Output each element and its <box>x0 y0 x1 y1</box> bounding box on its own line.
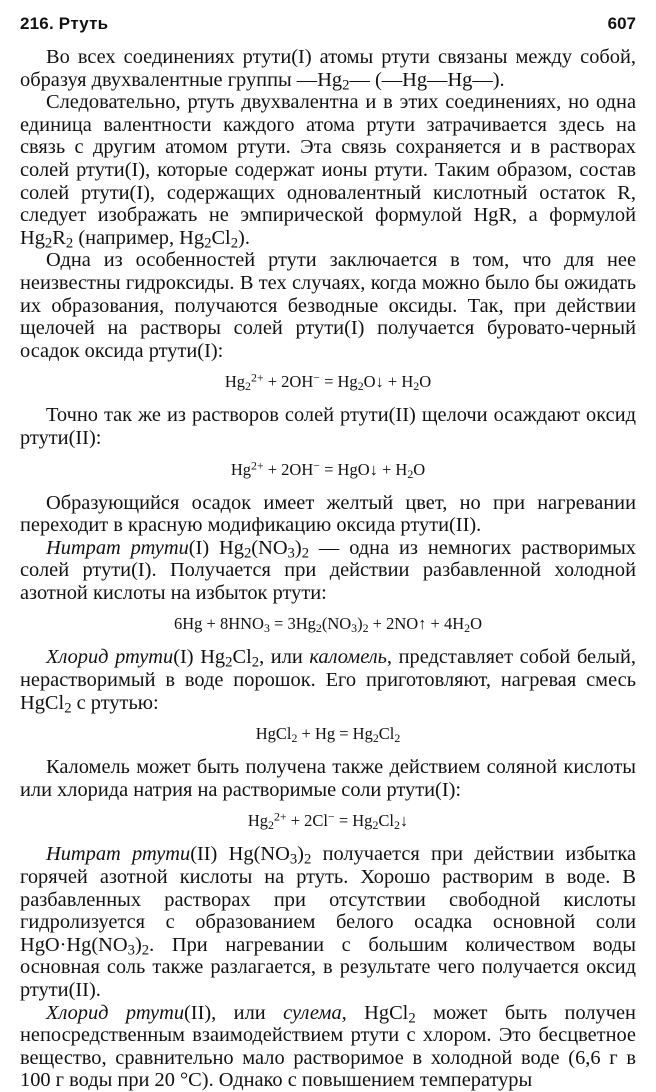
equation-1 <box>20 372 636 392</box>
text-run: Cl <box>232 646 252 669</box>
formula-part: + 2Cl <box>286 811 328 831</box>
formula-part: O <box>470 614 482 634</box>
text-run: (I) Hg <box>188 536 244 559</box>
subscript: 2 <box>315 621 322 636</box>
formula-part: ) <box>357 614 363 634</box>
superscript: − <box>328 810 335 825</box>
paragraph-3: Одна из особенностей ртути заключается в том, что для нее неизвестны гидроксиды. В тех случаях, когда можно было бы ожидать их образования, получаются безводные оксиды. Так, при действии щелочей на растворы солей ртути(I) получается буроватo-черный осадок оксида ртути(I): <box>20 249 636 362</box>
paragraph-9 <box>20 843 636 1001</box>
formula-part: + 2OH <box>263 372 314 392</box>
paragraph-8: Каломель может быть получена также действием соляной кислоты или хлорида натрия на растворимые соли ртути(I): <box>20 756 636 801</box>
formula-part: = 3Hg <box>269 614 316 634</box>
text-run: (I) Hg <box>173 646 226 669</box>
formula-part: HgCl <box>255 724 292 744</box>
text-body <box>20 46 636 1092</box>
equation-2 <box>20 460 636 480</box>
formula-part: O <box>419 372 432 392</box>
subscript: 3 <box>351 621 358 636</box>
formula-part: = Hg <box>319 372 358 392</box>
formula-part: Cl <box>378 724 395 744</box>
equation-4 <box>20 724 636 744</box>
text-run: Следовательно, ртуть двухвалентна и в этих соединениях, но одна единица валентности каждого атома ртути затрачивается здесь на связь с другим атомом ртути. Эта связь сохраняется и в растворах солей ртути(I), которые содержат ионы ртути. Таким образом, состав солей ртути(I), содержащих одновалентный кислотный остаток R, следует изображать не эмпирической формулой HgR, а формулой Hg <box>20 91 636 249</box>
subscript: 2 <box>230 235 239 252</box>
text-run: (NO <box>251 536 288 559</box>
text-run: ) <box>297 843 304 866</box>
text-run: может быть получен непосредственным взаимодействием ртути с хлором. Это бесцветное вещество, сравнительно мало растворимое в холодной воде (6,6 г в 100 г воды при 20 °C). Однако с повышением температуры <box>20 1001 636 1092</box>
text-run: Cl <box>211 226 231 249</box>
formula-part: O <box>413 459 426 479</box>
superscript: − <box>313 458 320 473</box>
text-run: (II) Hg(NO <box>190 843 290 866</box>
italic-term: сулема <box>283 1001 342 1024</box>
subscript: 2 <box>407 466 414 481</box>
paragraph-10 <box>20 1002 636 1092</box>
formula-part: O↓ + H <box>363 372 414 392</box>
subscript: 2 <box>44 235 53 252</box>
paragraph-2 <box>20 91 636 252</box>
subscript: 2 <box>225 655 233 672</box>
subscript: 2 <box>251 655 260 672</box>
subscript: 2 <box>362 621 369 636</box>
superscript: − <box>313 370 320 385</box>
subscript: 2 <box>268 818 274 833</box>
text-run: Во всех соединениях ртути(I) атомы ртути связаны между собой, образуя двухвалентные группы —Hg <box>20 46 636 91</box>
text-run: , или <box>259 646 310 669</box>
italic-term: Нитрат ртути <box>46 843 191 866</box>
italic-term: каломель <box>309 646 387 669</box>
subscript: 2 <box>291 731 298 746</box>
paragraph-1 <box>20 46 636 94</box>
formula-part: + 2OH <box>263 459 314 479</box>
subscript: 3 <box>287 545 295 562</box>
subscript: 2 <box>303 852 312 869</box>
formula-part: Hg <box>224 372 246 392</box>
formula-part: 6Hg + 8HNO <box>174 614 264 634</box>
text-run: с ртутью: <box>71 691 159 714</box>
text-run: ) <box>294 536 302 559</box>
subscript: 3 <box>127 942 135 959</box>
formula-part: = HgO↓ + H <box>319 459 408 479</box>
formula-part: ↓ <box>399 811 409 831</box>
subscript: 2 <box>301 545 310 562</box>
equation-5 <box>20 811 636 831</box>
subscript: 2 <box>64 700 72 717</box>
subscript: 2 <box>413 379 420 394</box>
italic-term: Хлорид ртути <box>46 646 174 669</box>
subscript: 2 <box>342 77 350 94</box>
formula-part: = Hg <box>334 811 373 831</box>
subscript: 2 <box>204 235 212 252</box>
formula-part: Cl <box>378 811 394 831</box>
paragraph-5: Образующийся осадок имеет желтый цвет, но при нагревании переходит в красную модификацию оксида ртути(II). <box>20 491 636 537</box>
subscript: 2 <box>357 379 364 394</box>
equation-3 <box>20 614 636 634</box>
formula-part: (NO <box>321 614 352 634</box>
subscript: 2 <box>65 235 74 252</box>
paragraph-7 <box>20 646 636 717</box>
subscript: 2 <box>245 379 251 394</box>
page-number: 607 <box>607 14 636 33</box>
superscript: 2+ <box>273 810 287 825</box>
paragraph-4: Точно так же из растворов солей ртути(II) щелочи осаждают оксид ртути(II): <box>20 404 636 449</box>
subscript: 3 <box>289 852 298 869</box>
text-run: получается при действии избытка горячей азотной кислоты на ртуть. Хорошо растворим в воде. В разбавленных растворах при отсутствии свободной кислоты гидролизуется с образованием белого осадка основной соли HgO·Hg(NO <box>20 843 637 956</box>
text-run: R <box>52 226 66 249</box>
text-run: — одна из немногих растворимых солей ртути(I). Получается при действии разбавленной холодной азотной кислоты на избыток ртути: <box>20 536 636 604</box>
italic-term: Хлорид ртути <box>46 1001 185 1024</box>
subscript: 2 <box>408 1010 416 1027</box>
formula-part: Hg <box>230 459 251 479</box>
subscript: 2 <box>393 818 400 833</box>
formula-part: Hg <box>247 811 269 831</box>
text-run: (II), или <box>184 1001 284 1024</box>
subscript: 2 <box>372 731 379 746</box>
text-run: , HgCl <box>341 1001 409 1024</box>
subscript: 2 <box>394 731 401 746</box>
subscript: 2 <box>243 545 252 562</box>
italic-term: Нитрат ртути <box>46 536 189 559</box>
text-run: , представляет собой белый, нерастворимый в воде порошок. Его приготовляют, нагревая смесь HgCl <box>20 646 636 714</box>
text-run: ) <box>134 933 142 956</box>
formula-part: + 2NO↑ + 4H <box>368 614 465 634</box>
superscript: 2+ <box>250 370 264 385</box>
superscript: 2+ <box>250 458 264 473</box>
section-title: 216. Ртуть <box>20 14 109 33</box>
text-run: — (—Hg—Hg—). <box>349 68 505 91</box>
paragraph-6 <box>20 537 636 605</box>
subscript: 2 <box>372 818 379 833</box>
page-header <box>20 14 636 46</box>
subscript: 2 <box>464 621 471 636</box>
subscript: 2 <box>141 942 150 959</box>
text-run: ). <box>238 226 250 249</box>
formula-part: + Hg = Hg <box>297 724 373 744</box>
text-run: . При нагревании с большим количеством воды основная соль также разлагается, в результате чего получается оксид ртути(II). <box>20 933 636 1001</box>
subscript: 3 <box>263 621 270 636</box>
text-run: (например, Hg <box>73 226 205 249</box>
